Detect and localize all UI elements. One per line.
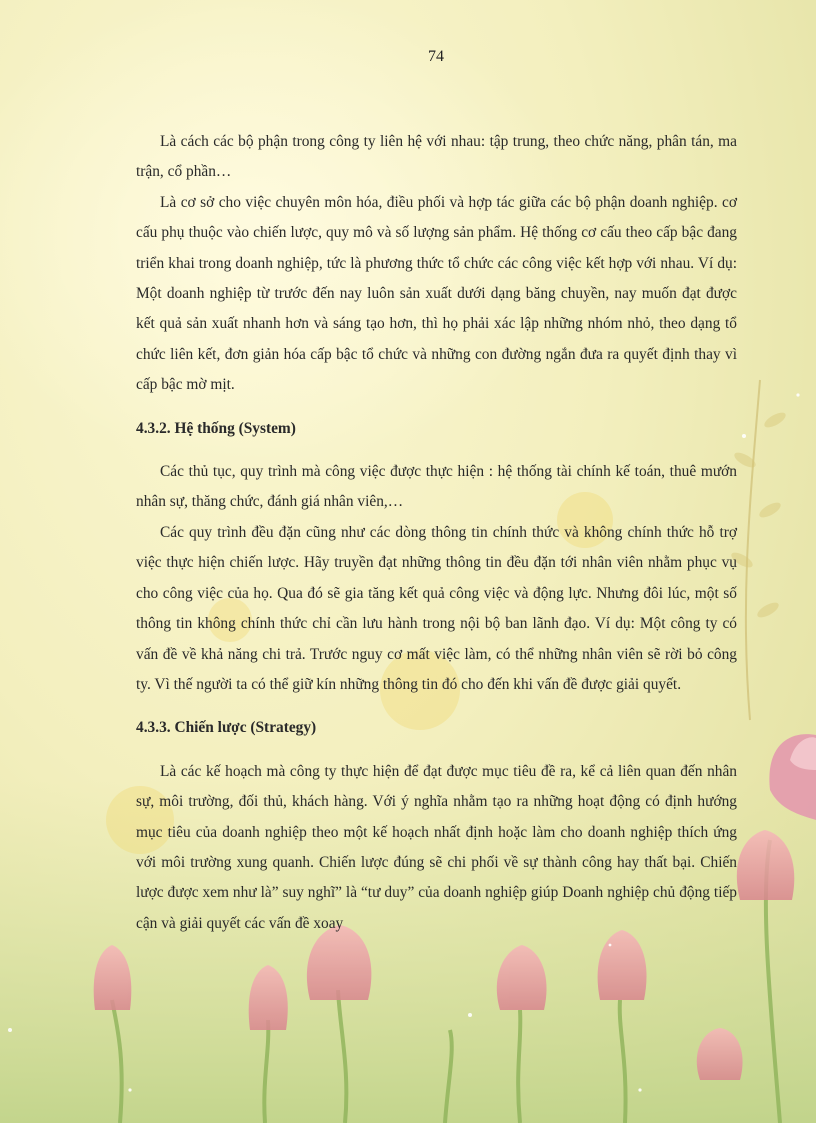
paragraph: Là cơ sở cho việc chuyên môn hóa, điều phối và hợp tác giữa các bộ phận doanh nghiệp. cơ cấu phụ thuộc vào chiến lược, quy mô và số lượng sản phẩm. Hệ thống cơ cấu theo cấp bậc đang triển khai trong doanh nghiệp, tức là phương thức tổ chức các công việc kết hợp với nhau. Ví dụ: Một doanh nghiệp từ trước đến nay luôn sản xuất dưới dạng băng chuyền, nay muốn đạt được kết quả sản xuất nhanh hơn và sáng tạo hơn, thì họ phải xác lập những nhóm nhỏ, theo dạng tổ chức liên kết, đơn giản hóa cấp bậc tổ chức và những con đường ngắn đưa ra quyết định thay vì cấp bậc mờ mịt. (136, 193, 737, 394)
paragraph: Là các kế hoạch mà công ty thực hiện để đạt được mục tiêu đề ra, kể cả liên quan đến nhân sự, môi trường, đối thủ, khách hàng. Với ý nghĩa nhằm tạo ra những hoạt động có định hướng mục tiêu của doanh nghiệp theo một kế hoạch nhất định hoặc làm cho doanh nghiệp thích ứng với môi trường xung quanh. Chiến lược đúng sẽ chi phối về sự thành công hay thất bại. Chiến lược được xem như là” suy nghĩ” là “tư duy” của doanh nghiệp giúp Doanh nghiệp chủ động tiếp cận và giải quyết các vấn đề xoay (136, 762, 737, 932)
section-heading-strategy: 4.3.3. Chiến lược (Strategy) (136, 719, 317, 737)
page-number: 74 (428, 48, 444, 65)
document-body (136, 127, 737, 939)
paragraph: Là cách các bộ phận trong công ty liên hệ với nhau: tập trung, theo chức năng, phân tán, ma trận, cổ phần… (136, 133, 737, 181)
section-heading-system: 4.3.2. Hệ thống (System) (136, 419, 296, 437)
paragraph: Các thủ tục, quy trình mà công việc được thực hiện : hệ thống tài chính kế toán, thuê mướn nhân sự, thăng chức, đánh giá nhân viên,… (136, 463, 737, 511)
paragraph: Các quy trình đều đặn cũng như các dòng thông tin chính thức và không chính thức hỗ trợ việc thực hiện chiến lược. Hãy truyền đạt những thông tin đều đặn tới nhân viên nhằm phục vụ cho công việc của họ. Qua đó sẽ gia tăng kết quả công việc và động lực. Nhưng đôi lúc, một số thông tin không chính thức chỉ cần lưu hành trong nội bộ ban lãnh đạo. Ví dụ: Một công ty có vấn đề về khả năng chi trả. Trước nguy cơ mất việc làm, có thể những nhân viên sẽ rời bỏ công ty. Vì thế người ta có thể giữ kín những thông tin đó cho đến khi vấn đề được giải quyết. (136, 523, 737, 693)
